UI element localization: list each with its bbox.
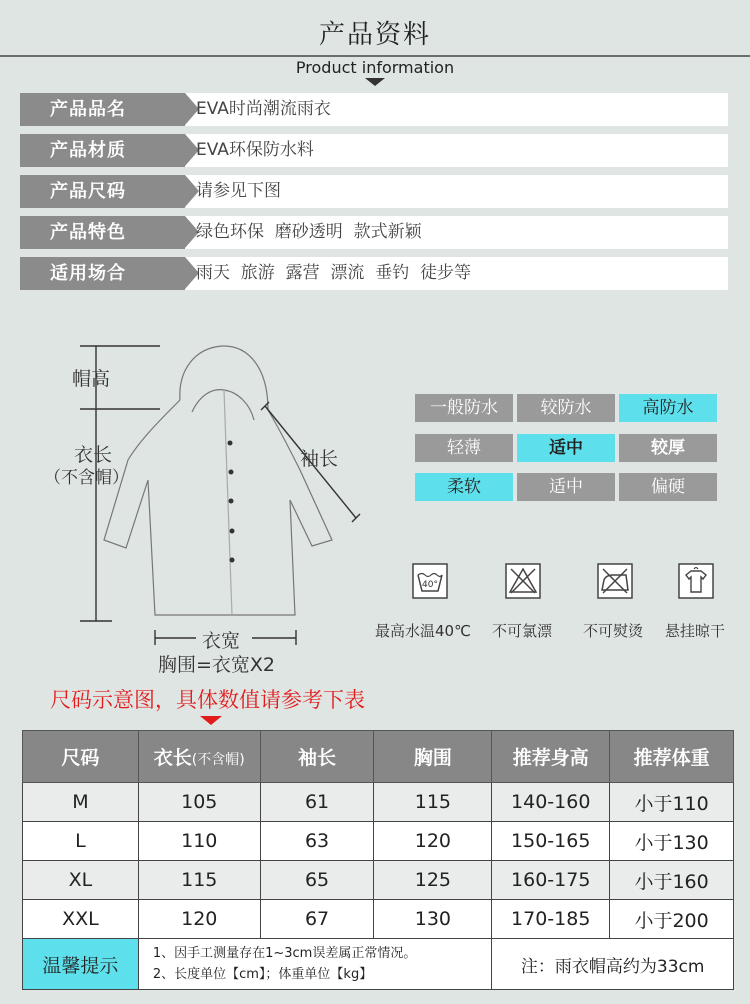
cell-weight: 小于160 (610, 861, 734, 900)
table-tip-row (23, 939, 734, 990)
width-label: 衣宽 (202, 630, 241, 652)
care-label: 不可熨烫 (583, 622, 644, 640)
length-label: 衣长 (74, 444, 113, 466)
info-label: 适用场合 (20, 257, 185, 290)
header-weight: 推荐体重 (610, 731, 734, 783)
sleeve-label: 袖长 (300, 448, 339, 470)
wash-temp: 40° (422, 580, 438, 590)
tip-line: 1、因手工测量存在1~3cm误差属正常情况。 (152, 946, 417, 961)
header-arrow-icon (365, 78, 385, 86)
cell-size: L (23, 822, 139, 861)
grid-cell: 适中 (517, 473, 615, 501)
cell-weight: 小于110 (610, 783, 734, 822)
info-row-features (20, 216, 728, 249)
cell-size: M (23, 783, 139, 822)
size-note-arrow-icon (200, 716, 222, 725)
info-label: 产品品名 (20, 93, 185, 126)
hood-height-label: 帽高 (72, 368, 111, 390)
grid-cell-highlight: 高防水 (619, 394, 717, 422)
table-row (23, 900, 734, 939)
no-bleach-icon (505, 563, 541, 599)
cell-chest: 130 (374, 900, 492, 939)
grid-cell-highlight: 适中 (517, 434, 615, 462)
cell-sleeve: 65 (260, 861, 374, 900)
info-label: 产品尺码 (20, 175, 185, 208)
cell-height: 160-175 (492, 861, 610, 900)
cell-sleeve: 67 (260, 900, 374, 939)
table-row (23, 783, 734, 822)
cell-length: 115 (138, 861, 260, 900)
cell-height: 140-160 (492, 783, 610, 822)
tip-label: 温馨提示 (23, 939, 139, 990)
header-length (138, 731, 260, 783)
page-subtitle: Product information (295, 58, 455, 77)
cell-weight: 小于200 (610, 900, 734, 939)
no-iron-icon (597, 563, 633, 599)
header-chest: 胸围 (374, 731, 492, 783)
cell-size: XXL (23, 900, 139, 939)
cell-weight: 小于130 (610, 822, 734, 861)
info-label: 产品材质 (20, 134, 185, 167)
tip-line: 2、长度单位【cm】；体重单位【kg】 (152, 967, 373, 982)
header-length-note: (不含帽) (191, 752, 245, 768)
grid-cell: 较厚 (619, 434, 717, 462)
header-height: 推荐身高 (492, 731, 610, 783)
info-label: 产品特色 (20, 216, 185, 249)
table-row (23, 861, 734, 900)
size-note: 尺码示意图，具体数值请参考下表 (50, 688, 365, 712)
info-value: EVA时尚潮流雨衣 (196, 99, 331, 119)
info-value: 雨天 旅游 露营 漂流 垂钓 徒步等 (196, 263, 472, 283)
table-row (23, 822, 734, 861)
wash-40-icon (412, 563, 448, 599)
cell-length: 110 (138, 822, 260, 861)
hood-note: 注：雨衣帽高约为33cm (492, 939, 734, 990)
length-note-label: （不含帽） (44, 468, 129, 488)
tip-notes (138, 939, 491, 990)
info-row-material (20, 134, 728, 167)
cell-length: 120 (138, 900, 260, 939)
table-header-row (23, 731, 734, 783)
hang-dry-icon (678, 563, 714, 599)
raincoat-diagram (0, 300, 380, 680)
grid-cell: 偏硬 (619, 473, 717, 501)
info-row-name (20, 93, 728, 126)
grid-cell: 轻薄 (415, 434, 513, 462)
info-row-size (20, 175, 728, 208)
cell-sleeve: 61 (260, 783, 374, 822)
cell-chest: 120 (374, 822, 492, 861)
page-title: 产品资料 (318, 20, 431, 50)
cell-chest: 125 (374, 861, 492, 900)
header-length-label: 衣长 (153, 747, 192, 769)
grid-cell: 一般防水 (415, 394, 513, 422)
info-value: 请参见下图 (196, 181, 281, 201)
header-sleeve: 袖长 (260, 731, 374, 783)
cell-height: 150-165 (492, 822, 610, 861)
size-table (22, 730, 734, 990)
cell-sleeve: 63 (260, 822, 374, 861)
care-label: 最高水温40℃ (375, 622, 471, 640)
chest-label: 胸围=衣宽X2 (158, 654, 276, 676)
info-value: 绿色环保 磨砂透明 款式新颖 (196, 222, 422, 242)
cell-length: 105 (138, 783, 260, 822)
info-value: EVA环保防水料 (196, 140, 314, 160)
cell-size: XL (23, 861, 139, 900)
grid-cell-highlight: 柔软 (415, 473, 513, 501)
care-label: 悬挂晾干 (665, 622, 726, 640)
cell-chest: 115 (374, 783, 492, 822)
header-size: 尺码 (23, 731, 139, 783)
grid-cell: 较防水 (517, 394, 615, 422)
care-label: 不可氯漂 (492, 622, 553, 640)
info-row-usage (20, 257, 728, 290)
header-divider (0, 55, 750, 57)
cell-height: 170-185 (492, 900, 610, 939)
